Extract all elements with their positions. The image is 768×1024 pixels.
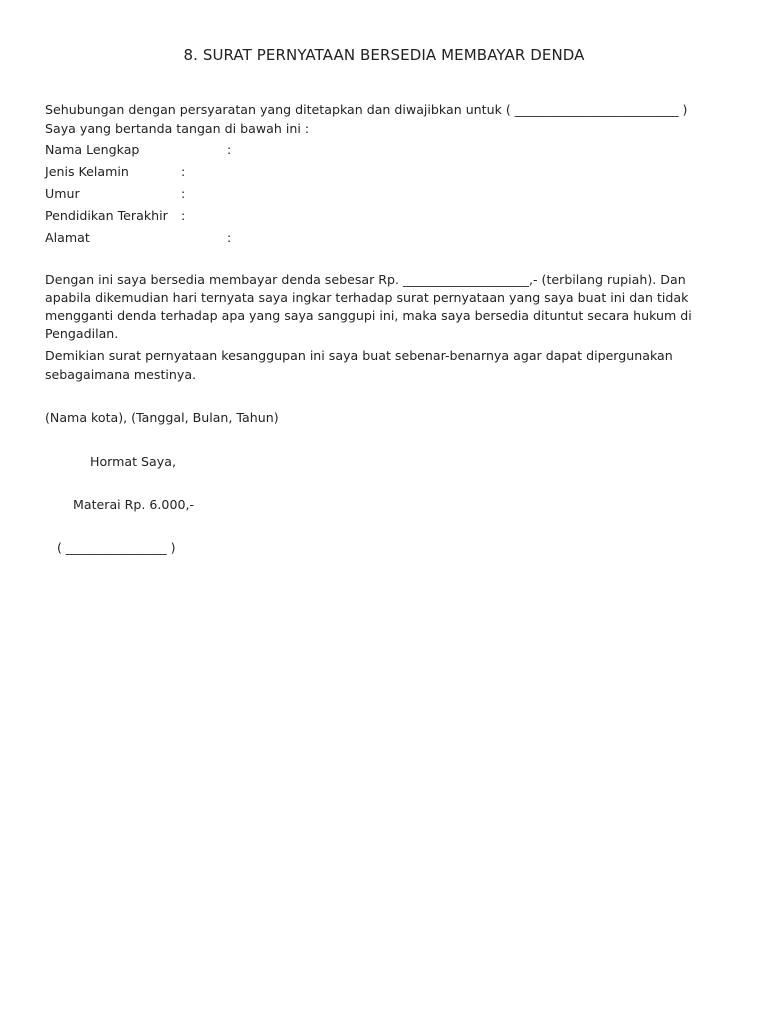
field-label-umur: Umur	[45, 186, 80, 201]
field-label-jenis-kelamin: Jenis Kelamin	[45, 164, 129, 179]
field-colon-pendidikan: :	[181, 208, 186, 223]
intro-line-1: Sehubungan dengan persyaratan yang ditetapkan dan diwajibkan untuk ( __________________________ )	[45, 102, 688, 117]
intro-line-2: Saya yang bertanda tangan di bawah ini :	[45, 121, 310, 136]
regards-text: Hormat Saya,	[90, 454, 176, 469]
field-colon-jenis-kelamin: :	[181, 164, 186, 179]
signature-line: ( ________________ )	[57, 540, 176, 555]
field-label-alamat: Alamat	[45, 230, 90, 245]
field-colon-umur: :	[181, 186, 186, 201]
body-p1-line-4: Pengadilan.	[45, 326, 119, 341]
body-p1-line-2: apabila dikemudian hari ternyata saya ingkar terhadap surat pernyataan yang saya buat ini dan tidak	[45, 290, 689, 305]
body-p1-line-1: Dengan ini saya bersedia membayar denda sebesar Rp. ____________________,- (terbilang rupiah). Dan	[45, 272, 686, 287]
field-colon-nama-lengkap: :	[227, 142, 232, 157]
document-title: 8. SURAT PERNYATAAN BERSEDIA MEMBAYAR DENDA	[183, 46, 585, 64]
field-label-pendidikan: Pendidikan Terakhir	[45, 208, 168, 223]
body-p2-line-2: sebagaimana mestinya.	[45, 367, 197, 382]
stamp-duty-text: Materai Rp. 6.000,-	[73, 497, 195, 512]
field-colon-alamat: :	[227, 230, 232, 245]
body-p2-line-1: Demikian surat pernyataan kesanggupan ini saya buat sebenar-benarnya agar dapat dipergunakan	[45, 348, 673, 363]
field-label-nama-lengkap: Nama Lengkap	[45, 142, 140, 157]
body-p1-line-3: mengganti denda terhadap apa yang saya sanggupi ini, maka saya bersedia dituntut secara hukum di	[45, 308, 692, 323]
place-date: (Nama kota), (Tanggal, Bulan, Tahun)	[45, 410, 279, 425]
